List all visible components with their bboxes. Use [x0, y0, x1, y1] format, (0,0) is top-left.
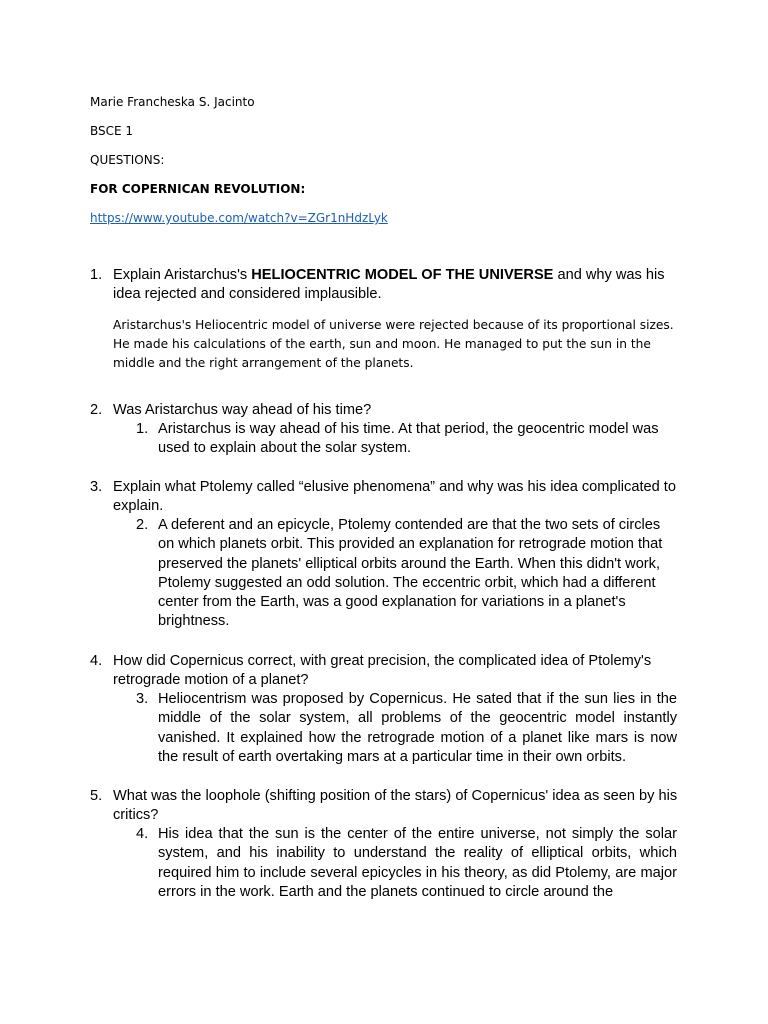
- question-number: 4.: [90, 653, 103, 669]
- question-text: [113, 266, 680, 305]
- question-number: 3.: [90, 479, 103, 495]
- answer-number: 2.: [136, 517, 149, 533]
- answer-number: 1.: [136, 421, 149, 437]
- answer-text: Heliocentrism was proposed by Copernicus. He sated that if the sun lies in the middle of the solar system, all problems of the geocentric model instantly vanished. It explained how the retrograde motion of a planet like mars is now the result of earth overtaking mars at a particular time in their own orbits.: [158, 691, 677, 765]
- course-label: BSCE 1: [90, 124, 134, 138]
- student-name: Marie Francheska S. Jacinto: [90, 95, 255, 109]
- question-text: How did Copernicus correct, with great precision, the complicated idea of Ptolemy's retrograde motion of a planet?: [113, 653, 652, 689]
- question-3: [90, 478, 680, 517]
- youtube-link[interactable]: https://www.youtube.com/watch?v=ZGr1nHdzLyk: [90, 211, 388, 225]
- question-1: [90, 266, 680, 305]
- question-text-part: Explain Aristarchus's: [113, 267, 252, 283]
- answer-3: [136, 516, 677, 632]
- answer-5: [136, 825, 677, 902]
- question-number: 5.: [90, 788, 103, 804]
- answer-number: 3.: [136, 691, 149, 707]
- question-emphasis: HELIOCENTRIC MODEL OF THE UNIVERSE: [251, 267, 554, 283]
- answer-number: 4.: [136, 826, 149, 842]
- topic-heading: FOR COPERNICAN REVOLUTION:: [90, 182, 306, 196]
- question-2: [90, 401, 680, 420]
- questions-label: QUESTIONS:: [90, 153, 165, 167]
- answer-text: A deferent and an epicycle, Ptolemy contended are that the two sets of circles on which planets orbit. This provided an explanation for retrograde motion that preserved the planets' elliptical orbits around the Earth. When this didn't work, Ptolemy suggested an odd solution. The eccentric orbit, which had a different center from the Earth, was a good explanation for variations in a planet's brightness.: [158, 517, 663, 630]
- answer-4: [136, 690, 677, 767]
- question-text-part: and why was his idea rejected and considered implausible.: [113, 267, 665, 303]
- question-5: [90, 787, 680, 826]
- question-4: [90, 652, 680, 691]
- question-number: 2.: [90, 402, 103, 418]
- answer-2: [136, 420, 677, 459]
- question-text: What was the loophole (shifting position of the stars) of Copernicus' idea as seen by his critics?: [113, 788, 678, 824]
- answer-1: Aristarchus's Heliocentric model of universe were rejected because of its proportional sizes. He made his calculations of the earth, sun and moon. He managed to put the sun in the middle and the right arrangement of the planets.: [113, 318, 674, 370]
- question-text: Explain what Ptolemy called “elusive phenomena” and why was his idea complicated to explain.: [113, 479, 676, 515]
- answer-text: His idea that the sun is the center of the entire universe, not simply the solar system, and his inability to understand the reality of elliptical orbits, which required him to include several epicycles in his theory, as did Ptolemy, are major errors in the work. Earth and the planets continued to circle around the: [158, 826, 677, 900]
- question-text: Was Aristarchus way ahead of his time?: [113, 402, 372, 418]
- answer-text: Aristarchus is way ahead of his time. At that period, the geocentric model was used to explain about the solar system.: [158, 421, 659, 457]
- question-number: 1.: [90, 267, 103, 283]
